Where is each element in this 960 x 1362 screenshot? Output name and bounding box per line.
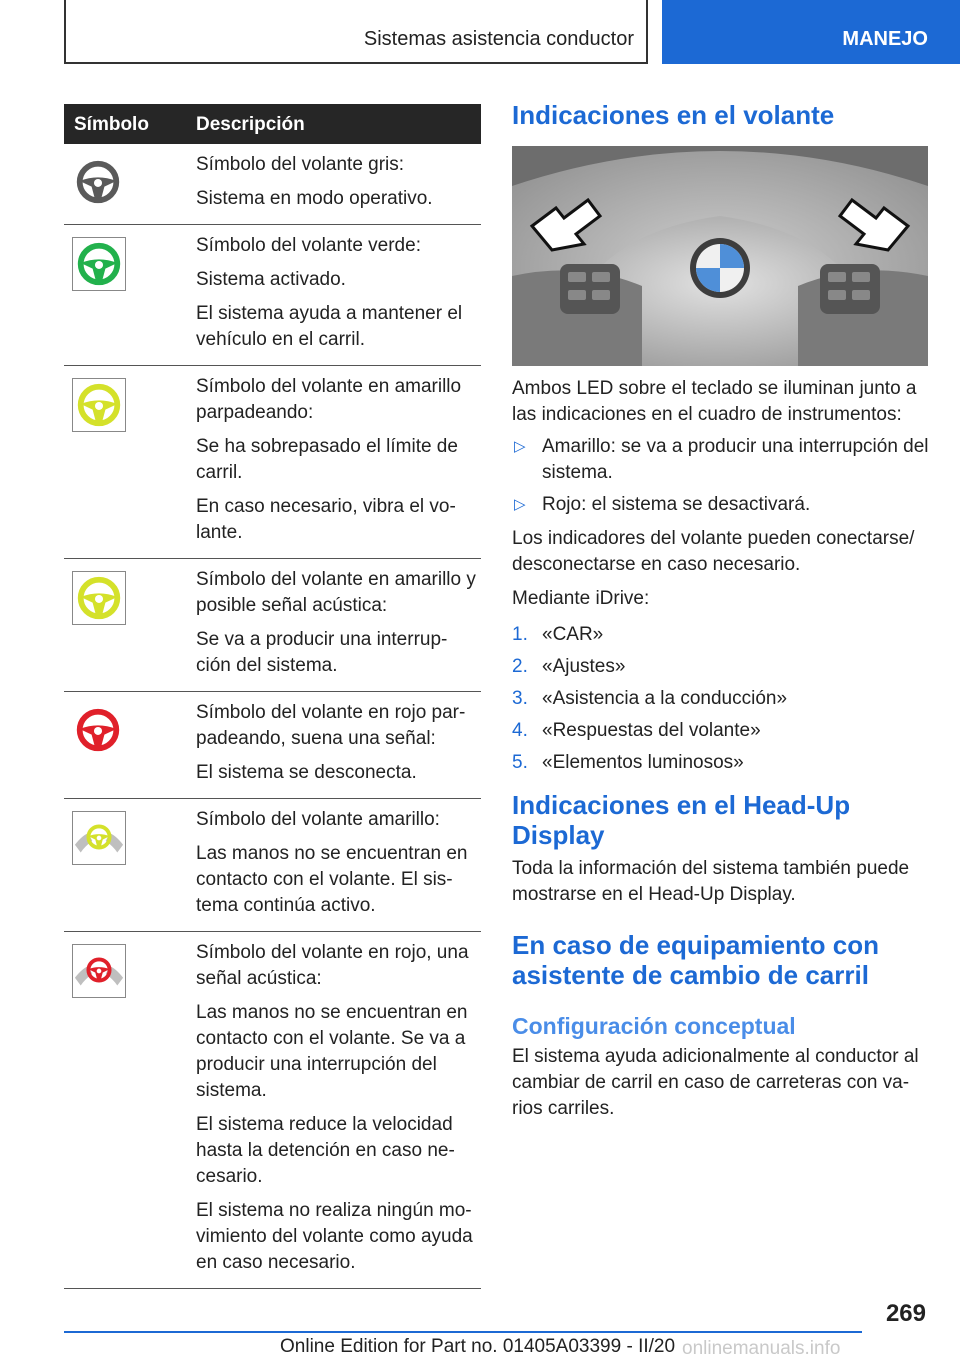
description-line: Se va a producir una interrup- ción del sistema.: [196, 629, 448, 676]
watermark: onlinemanuals.info: [682, 1338, 841, 1359]
list-item: [512, 750, 930, 776]
list-item: [512, 718, 930, 744]
description-line: Símbolo del volante amarillo:: [196, 809, 440, 830]
idrive-paragraph: Mediante iDrive:: [512, 588, 650, 609]
heading-lane-change: En caso de equipamiento con asistente de cambio de carril: [512, 930, 879, 990]
subheading-concept: Configuración conceptual: [512, 1013, 796, 1039]
steering-wheel-photo: [512, 146, 928, 366]
list-item: [512, 492, 930, 518]
description-line: El sistema no realiza ningún mo- vimiento del volante como ayuda en caso necesario.: [196, 1200, 473, 1273]
table-row: [64, 932, 481, 1289]
description-line: Símbolo del volante en rojo, una señal acústica:: [196, 942, 469, 989]
step-number: 4.: [512, 720, 528, 741]
hud-paragraph: Toda la información del sistema también puede mostrarse en el Head-Up Display.: [512, 858, 910, 905]
step-text: «Ajustes»: [542, 656, 626, 677]
section-title: Sistemas asistencia conductor: [363, 28, 634, 50]
col-header-symbol: Símbolo: [74, 114, 149, 135]
steering-wheel-yellow-icon: [72, 378, 126, 432]
description-line: Símbolo del volante en rojo par- padeando, suena una señal:: [196, 702, 466, 749]
step-text: «Respuestas del volante»: [542, 720, 761, 741]
description-line: Las manos no se encuentran en contacto con el volante. El sis- tema continúa activo.: [196, 843, 468, 916]
step-text: «CAR»: [542, 624, 604, 645]
description-line: Símbolo del volante en amarillo y posible señal acústica:: [196, 569, 476, 616]
row-description: [196, 807, 481, 919]
row-description: [196, 940, 481, 1276]
heading-wheel-indications: Indicaciones en el volante: [512, 100, 835, 130]
table-header: [64, 104, 481, 144]
step-number: 1.: [512, 624, 528, 645]
list-item: [512, 622, 930, 648]
triangle-bullet-icon: ▷: [514, 496, 526, 513]
description-line: El sistema reduce la velocidad hasta la detención en caso ne- cesario.: [196, 1114, 455, 1187]
step-number: 2.: [512, 656, 528, 677]
chapter-tab[interactable]: [662, 0, 960, 64]
header-section-box: [64, 0, 648, 64]
led-bullet-list: [512, 434, 930, 518]
description-line: Se ha sobrepasado el límite de carril.: [196, 436, 458, 483]
steering-wheel-green-icon: [72, 237, 126, 291]
footer-rule: [64, 1331, 862, 1333]
table-row: [64, 692, 481, 799]
triangle-bullet-icon: ▷: [514, 438, 526, 455]
step-text: «Asistencia a la conducción»: [542, 688, 788, 709]
row-description: [196, 374, 481, 546]
description-line: Símbolo del volante gris:: [196, 154, 405, 175]
description-line: Sistema activado.: [196, 269, 346, 290]
footer-edition: Online Edition for Part no. 01405A03399 - II/20: [280, 1336, 676, 1357]
col-header-description: Descripción: [196, 114, 305, 135]
right-column: [512, 100, 930, 1122]
step-number: 5.: [512, 752, 528, 773]
table-row: [64, 799, 481, 932]
description-line: Símbolo del volante en amarillo parpadeando:: [196, 376, 462, 423]
row-description: [196, 152, 481, 212]
list-item: [512, 434, 930, 486]
step-text: «Elementos luminosos»: [542, 752, 744, 773]
row-description: [196, 567, 481, 679]
chapter-tab-label: MANEJO: [842, 28, 928, 50]
page-number: 269: [885, 1300, 926, 1327]
idrive-steps-list: [512, 622, 930, 776]
description-line: El sistema se desconecta.: [196, 762, 417, 783]
toggle-paragraph: Los indicadores del volante pueden conectarse/ desconectarse en caso necesario.: [512, 528, 915, 575]
steering-wheel-yellow-icon: [72, 571, 126, 625]
steering-wheel-yellow-hands-icon: [72, 811, 126, 865]
table-row: [64, 144, 481, 225]
symbol-table: [64, 104, 481, 1289]
steering-wheel-red-hands-icon: [72, 944, 126, 998]
description-line: En caso necesario, vibra el vo- lante.: [196, 496, 456, 543]
heading-hud: Indicaciones en el Head-Up Display: [512, 790, 851, 850]
list-item: [512, 686, 930, 712]
steering-wheel-gray-icon: [72, 156, 126, 210]
table-row: [64, 225, 481, 366]
description-line: El sistema ayuda a mantener el vehículo en el carril.: [196, 303, 463, 350]
description-line: Las manos no se encuentran en contacto con el volante. Se va a producir una interrupción del sistema.: [196, 1002, 468, 1101]
row-description: [196, 233, 481, 353]
description-line: Sistema en modo operativo.: [196, 188, 433, 209]
bullet-text: Amarillo: se va a producir una interrupción del sistema.: [542, 436, 929, 483]
concept-paragraph: El sistema ayuda adicionalmente al conductor al cambiar de carril en caso de carreteras con va- rios carriles.: [512, 1046, 919, 1119]
steering-wheel-red-icon: [72, 704, 126, 758]
bullet-text: Rojo: el sistema se desactivará.: [542, 494, 811, 515]
intro-paragraph: Ambos LED sobre el teclado se iluminan junto a las indicaciones en el cuadro de instrumentos:: [512, 378, 917, 425]
list-item: [512, 654, 930, 680]
step-number: 3.: [512, 688, 528, 709]
description-line: Símbolo del volante verde:: [196, 235, 421, 256]
table-row: [64, 559, 481, 692]
row-description: [196, 700, 481, 786]
table-row: [64, 366, 481, 559]
